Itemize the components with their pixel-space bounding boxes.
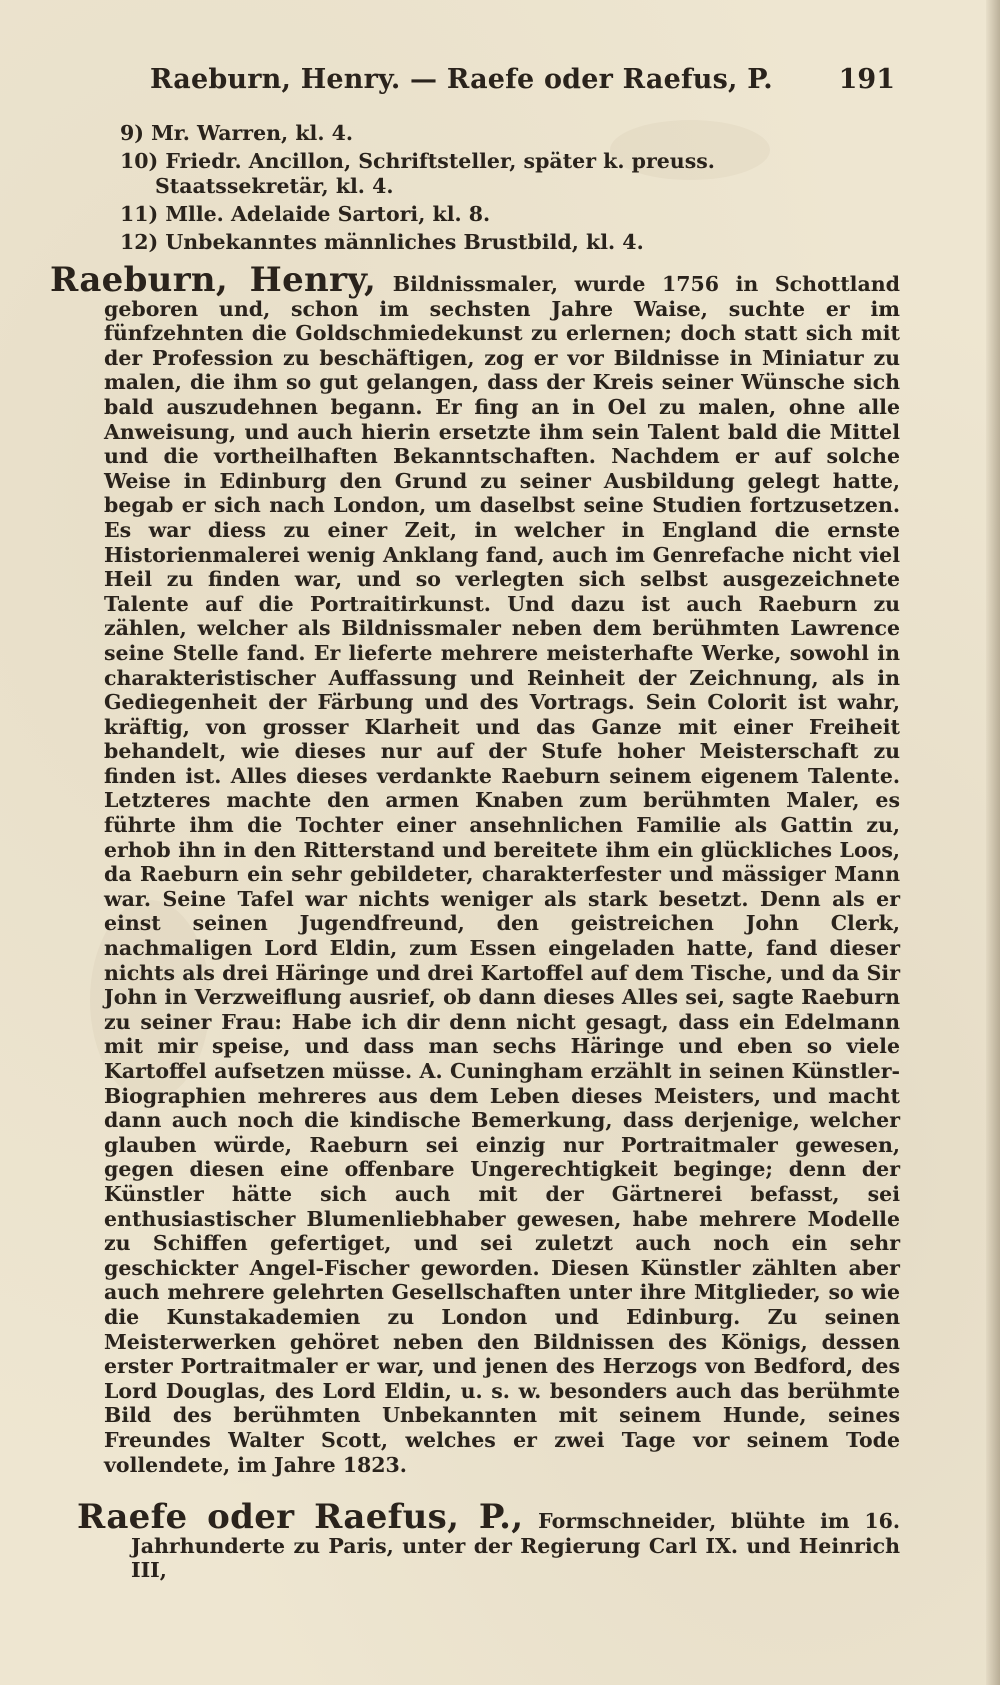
running-title: Raeburn, Henry. — Raefe oder Raefus, P. — [150, 64, 773, 95]
entry-raeburn — [50, 260, 900, 1477]
entry-paragraph — [50, 260, 900, 1477]
entry-text: Bildnissmaler, wurde 1756 in Schottland geboren und, schon im sechsten Jahre Waise, suchte er im fünfzehnten die Goldschmiedekunst zu erlernen; doch statt sich mit der Profession zu beschäftigen, zog er vor Bildnisse in Miniatur zu malen, die ihm so gut gelangen, dass der Kreis seiner Wünsche sich bald auszudehnen begann. Er fing an in Oel zu malen, ohne alle Anweisung, und auch hierin ersetzte ihm sein Talent bald die Mittel und die vortheilhaften Bekanntschaften. Nachdem er auf solche Weise in Edinburg den Grund zu seiner Ausbildung gelegt hatte, begab er sich nach London, um daselbst seine Studien fortzusetzen. Es war diess zu einer Zeit, in welcher in England die ernste Historienmalerei wenig Anklang fand, auch im Genrefache nicht viel Heil zu finden war, und so verlegten sich selbst ausgezeichnete Talente auf die Portraitirkunst. Und dazu ist auch Raeburn zu zählen, welcher als Bildnissmaler neben dem berühmten Lawrence seine Stelle fand. Er lieferte mehrere meisterhafte Werke, sowohl in charakteristischer Auffassung und Reinheit der Zeichnung, als in Gediegenheit der Färbung und des Vortrags. Sein Colorit ist wahr, kräftig, von grosser Klarheit und das Ganze mit einer Freiheit behandelt, wie dieses nur auf der Stufe hoher Meisterschaft zu finden ist. Alles dieses verdankte Raeburn seinem eigenem Talente. Letzteres machte den armen Knaben zum berühmten Maler, es führte ihm die Tochter einer ansehnlichen Familie als Gattin zu, erhob ihn in den Ritterstand und bereitete ihm ein glückliches Loos, da Raeburn ein sehr gebildeter, charakterfester und mässiger Mann war. Seine Tafel war nichts weniger als stark besetzt. Denn als er einst seinen Jugendfreund, den geistreichen John Clerk, nachmaligen Lord Eldin, zum Essen eingeladen hatte, fand dieser nichts als drei Häringe und drei Kartoffel auf dem Tische, und da Sir John in Verzweiflung ausrief, ob dann dieses Alles sei, sagte Raeburn zu seiner Frau: Habe ich dir denn nicht gesagt, dass ein Edelmann mit mir speise, und dass man sechs Häringe und eben so viele Kartoffel aufsetzen müsse. A. Cuningham erzählt in seinen Künstler-Biographien mehreres aus dem Leben dieses Meisters, und macht dann auch noch die kindische Bemerkung, dass derjenige, welcher glauben würde, Raeburn sei einzig nur Portraitmaler gewesen, gegen diesen eine offenbare Ungerechtigkeit beginge; denn der Künstler hätte sich auch mit der Gärtnerei befasst, sei enthusiastischer Blumenliebhaber gewesen, habe mehrere Modelle zu Schiffen gefertiget, und sei zuletzt auch noch ein sehr geschickter Angel-Fischer geworden. Diesen Künstler zählten aber auch mehrere gelehrten Gesellschaften unter ihre Mitglieder, so wie die Kunstakademien zu London und Edinburg. Zu seinen Meisterwerken gehöret neben den Bildnissen des Königs, dessen erster Portraitmaler er war, und jenen des Herzogs von Bedford, des Lord Douglas, des Lord Eldin, u. s. w. besonders auch das berühmte Bild des berühmten Unbekannten mit seinem Hunde, seines Freundes Walter Scott, welches er zwei Tage vor seinem Tode vollendete, im Jahre 1823. — [104, 272, 900, 1477]
page-number: 191 — [838, 64, 895, 95]
numbered-list — [120, 121, 890, 258]
list-item: 11) Mlle. Adelaide Sartori, kl. 8. — [120, 202, 491, 226]
entry-text: Formschneider, blühte im 16. Jahrhunderte zu Paris, unter der Regierung Carl IX. und Heinrich III, — [131, 1509, 900, 1583]
running-head — [150, 64, 895, 100]
entry-raefe — [77, 1497, 900, 1583]
list-item: 9) Mr. Warren, kl. 4. — [120, 121, 353, 145]
entry-paragraph — [77, 1497, 900, 1583]
headword: Raefe oder Raefus, P., — [77, 1497, 524, 1537]
list-item: 12) Unbekanntes männliches Brustbild, kl. 4. — [120, 230, 644, 254]
headword: Raeburn, Henry, — [50, 260, 377, 300]
list-item: 10) Friedr. Ancillon, Schriftsteller, später k. preuss. Staatssekretär, kl. 4. — [120, 149, 715, 198]
page-edge-shadow — [986, 0, 1000, 1685]
